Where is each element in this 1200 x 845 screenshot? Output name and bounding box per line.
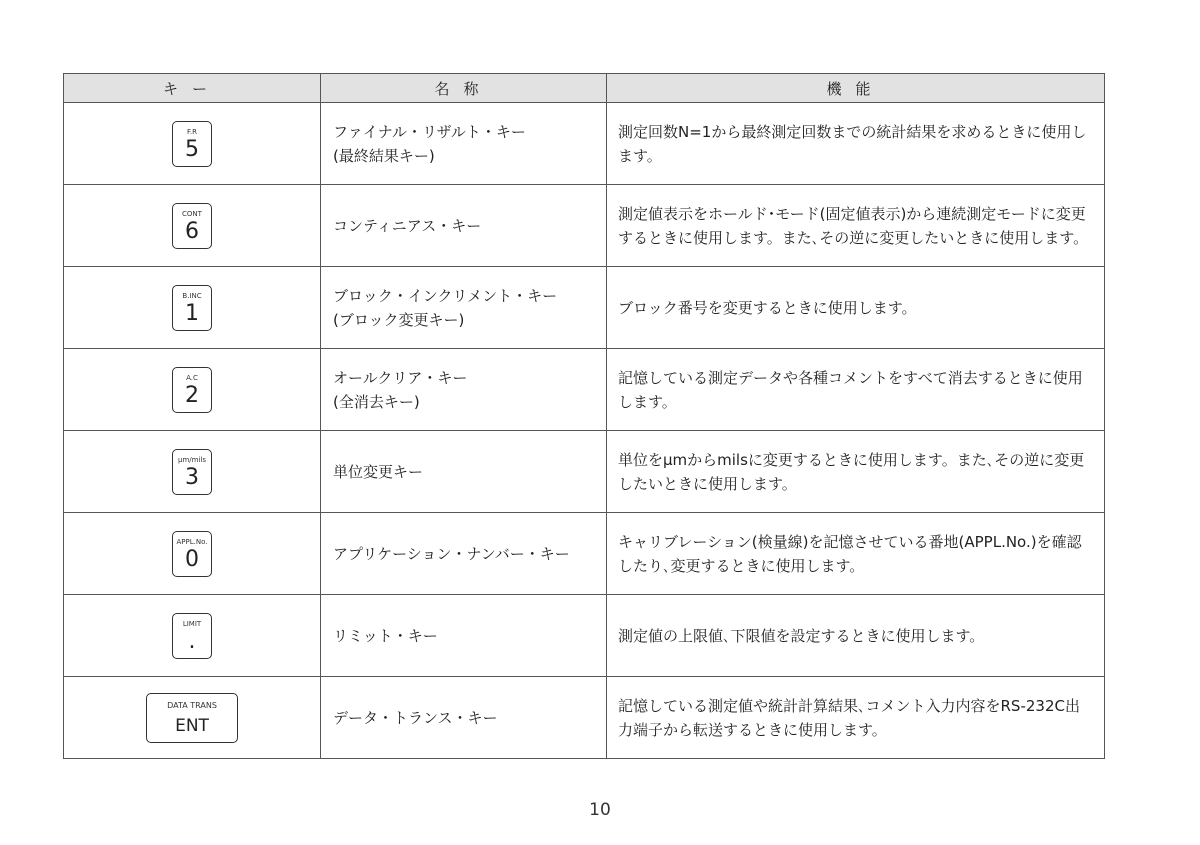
function-cell: キャリブレーション(検量線)を記憶させている番地(APPL.No.)を確認したり､変更するときに使用します。 — [607, 513, 1105, 595]
name-line: ファイナル・リザルト・キー — [333, 122, 526, 141]
table-row — [64, 595, 1105, 677]
function-cell: 記憶している測定値や統計計算結果､コメント入力内容をRS-232C出力端子から転送するときに使用します。 — [607, 677, 1105, 759]
key-sub-label: LIMIT — [182, 619, 202, 628]
key-sub-label: μm/mils — [178, 455, 206, 464]
name-cell — [321, 431, 607, 513]
key-cell — [64, 349, 321, 431]
table-row — [64, 349, 1105, 431]
key-sub-label: A.C — [186, 373, 198, 382]
function-cell: ブロック番号を変更するときに使用します。 — [607, 267, 1105, 349]
header-function: 機能 — [607, 74, 1105, 103]
key-sub-label: F.R — [187, 127, 197, 136]
name-cell — [321, 349, 607, 431]
name-cell — [321, 595, 607, 677]
key-sub-label: APPL.No. — [176, 537, 208, 546]
function-cell: 記憶している測定データや各種コメントをすべて消去するときに使用します。 — [607, 349, 1105, 431]
name-cell — [321, 677, 607, 759]
key-cell — [64, 185, 321, 267]
key-icon-unit — [172, 449, 212, 495]
key-function-table — [63, 73, 1105, 759]
key-main-label: 2 — [185, 382, 199, 408]
function-cell: 単位をμmからmilsに変更するときに使用します。また､その逆に変更したいときに使用します。 — [607, 431, 1105, 513]
function-cell: 測定回数N=1から最終測定回数までの統計結果を求めるときに使用します。 — [607, 103, 1105, 185]
function-cell: 測定値の上限値､下限値を設定するときに使用します。 — [607, 595, 1105, 677]
key-cell — [64, 267, 321, 349]
key-cell — [64, 103, 321, 185]
key-main-label: 5 — [185, 136, 199, 162]
key-cell — [64, 513, 321, 595]
key-icon-cont — [172, 203, 212, 249]
name-line: オールクリア・キー — [333, 368, 468, 387]
name-cell — [321, 103, 607, 185]
key-main-label: 6 — [185, 218, 199, 244]
name-cell — [321, 513, 607, 595]
key-cell — [64, 677, 321, 759]
name-line: (最終結果キー) — [333, 146, 435, 165]
name-line: 単位変更キー — [333, 462, 424, 481]
name-line: コンティニアス・キー — [333, 216, 482, 235]
header-key: キー — [64, 74, 321, 103]
key-cell — [64, 431, 321, 513]
name-line: ブロック・インクリメント・キー — [333, 286, 558, 305]
key-icon-fr — [172, 121, 212, 167]
table-row — [64, 431, 1105, 513]
table-row — [64, 103, 1105, 185]
key-sub-label: B.INC — [182, 291, 202, 300]
name-line: (ブロック変更キー) — [333, 310, 465, 329]
table-row — [64, 185, 1105, 267]
page-number: 10 — [589, 800, 611, 820]
key-main-label: . — [188, 628, 196, 654]
key-sub-label: CONT — [182, 209, 202, 218]
key-icon-applno — [172, 531, 212, 577]
name-line: データ・トランス・キー — [333, 708, 498, 727]
function-cell: 測定値表示をホールド･モード(固定値表示)から連続測定モードに変更するときに使用します。また､その逆に変更したいときに使用します。 — [607, 185, 1105, 267]
key-icon-limit — [172, 613, 212, 659]
key-main-label: ENT — [175, 715, 209, 736]
key-main-label: 3 — [185, 464, 199, 490]
key-main-label: 1 — [185, 300, 199, 326]
key-cell — [64, 595, 321, 677]
header-row — [64, 74, 1105, 103]
key-icon-ac — [172, 367, 212, 413]
key-main-label: 0 — [185, 546, 199, 572]
header-name: 名称 — [321, 74, 607, 103]
table-row — [64, 513, 1105, 595]
key-icon-binc — [172, 285, 212, 331]
name-line: リミット・キー — [333, 626, 438, 645]
key-sub-label: DATA TRANS — [167, 700, 217, 710]
name-line: (全消去キー) — [333, 392, 420, 411]
name-cell — [321, 267, 607, 349]
table-row — [64, 677, 1105, 759]
table-row — [64, 267, 1105, 349]
key-icon-data-trans — [146, 693, 238, 743]
name-line: アプリケーション・ナンバー・キー — [333, 544, 570, 563]
name-cell — [321, 185, 607, 267]
